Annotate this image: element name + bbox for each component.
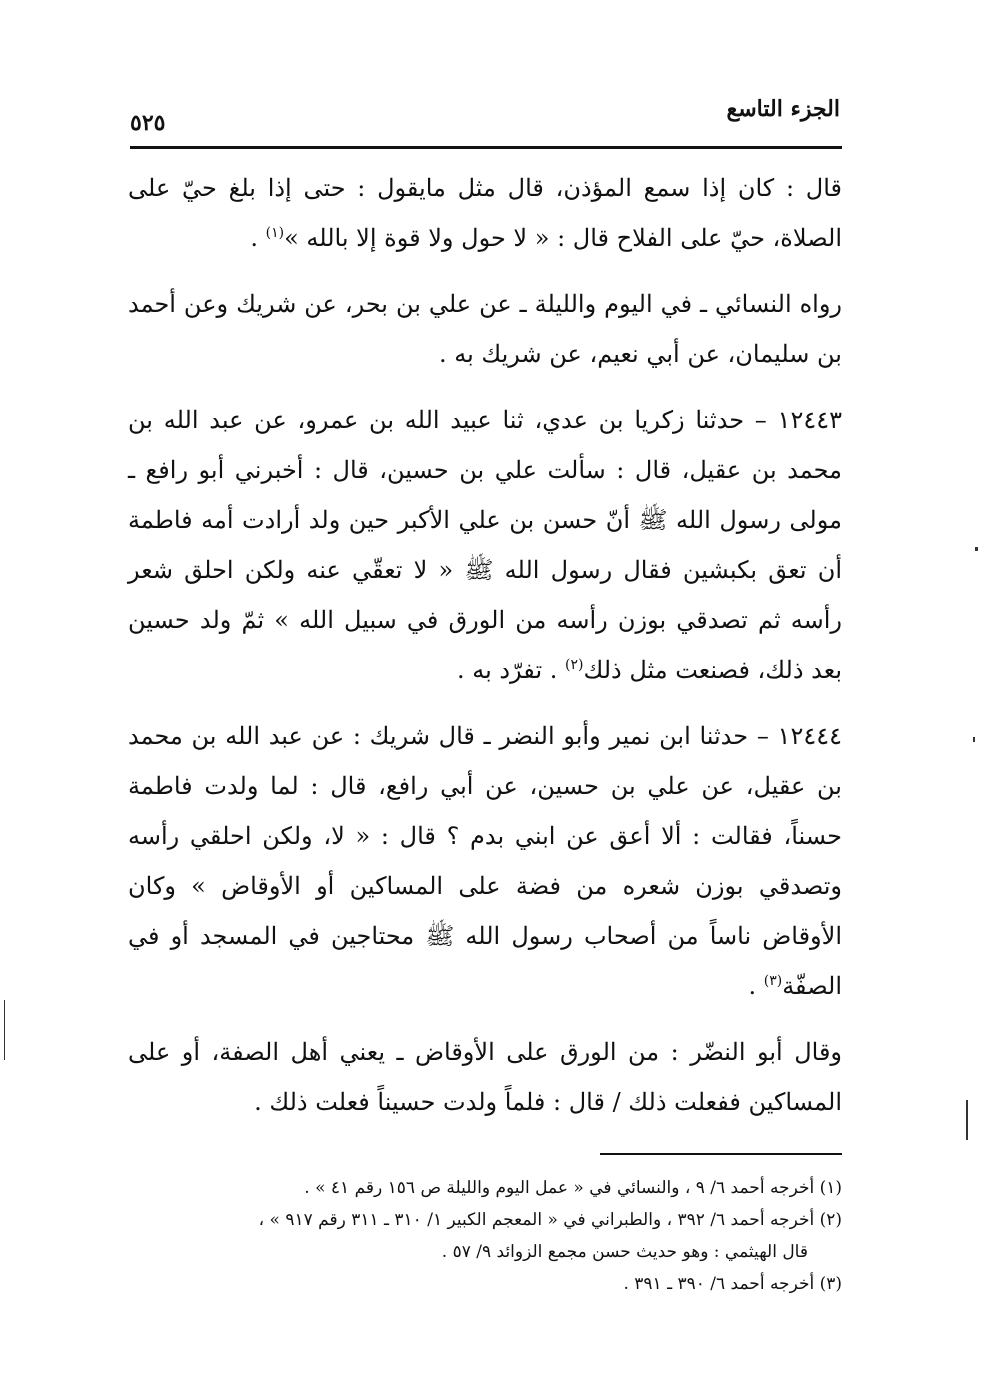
paragraph-2: رواه النسائي ـ في اليوم والليلة ـ عن علي بن بحر، عن شريك وعن أحمد بن سليمان، عن أبي نعيم، عن شريك به .: [128, 290, 842, 368]
paragraph-1: [128, 163, 842, 263]
footnote-2: (٢) أخرجه أحمد ٦/ ٣٩٢ ، والطبراني في « المعجم الكبير ١/ ٣١٠ ـ ٣١١ رقم ٩١٧ » ،: [258, 1210, 842, 1230]
scan-edge-mark: [4, 1000, 5, 1060]
hadith-number: ١٢٤٤٤: [777, 722, 842, 750]
paragraph-5: وقال أبو النضّر : من الورق على الأوقاض ـ يعني أهل الصفة، أو على المساكين ففعلت ذلك / قال : فلماً ولدت حسيناً فعلت ذلك .: [128, 1038, 842, 1116]
footnote-reference: (٣): [763, 973, 783, 989]
hadith-12444: [128, 711, 842, 1011]
paragraph-text: – حدثنا ابن نمير وأبو النضر ـ قال شريك : عن عبد الله بن محمد بن عقيل، عن علي بن حسين، عن أبي رافع، قال : لما ولدت فاطمة حسناً، فقالت : ألا أعق عن ابني بدم ؟ قال : « لا، ولكن احلقي رأسه وتصدقي بوزن شعره من فضة على المساكين أو الأوقاض » وكان الأوقاض ناساً من أصحاب رسول الله ﷺ محتاجين في المسجد أو في الصفّة: [128, 722, 842, 1000]
paragraph-text: – حدثنا زكريا بن عدي، ثنا عبيد الله بن عمرو، عن عبد الله بن محمد بن عقيل، قال : سألت علي بن حسين، قال : أخبرني أبو رافع ـ مولى رسول الله ﷺ أنّ حسن بن علي الأكبر حين ولد أرادت أمه فاطمة أن تعق بكبشين فقال رسول الله ﷺ « لا تعقّي عنه ولكن احلق شعر رأسه ثم تصدقي بوزن رأسه من الورق في سبيل الله » ثمّ ولد حسين بعد ذلك، فصنعت مثل ذلك: [128, 406, 842, 684]
footnote-3: (٣) أخرجه أحمد ٦/ ٣٩٠ ـ ٣٩١ .: [623, 1274, 842, 1294]
footnote-1: (١) أخرجه أحمد ٦/ ٩ ، والنسائي في « عمل اليوم والليلة ص ١٥٦ رقم ٤١ » .: [304, 1178, 842, 1198]
header-rule: [130, 146, 842, 149]
paragraph-end: .: [250, 224, 266, 252]
hadith-number: ١٢٤٤٣: [777, 406, 842, 434]
footnote-reference: (٢): [565, 657, 584, 673]
main-text: [128, 163, 842, 1143]
scan-speck: [975, 547, 978, 551]
scan-speck: [973, 737, 975, 742]
footnote-reference: (١): [265, 225, 285, 241]
scan-edge-mark: [966, 1100, 968, 1140]
hadith-12443: [128, 395, 842, 695]
footnote-rule: [600, 1153, 842, 1155]
running-title: الجزء التاسع: [726, 96, 840, 122]
paragraph-end: .: [748, 972, 764, 1000]
footnotes: [128, 1172, 842, 1300]
footnote-2-continuation: قال الهيثمي : وهو حديث حسن مجمع الزوائد ٩/ ٥٧ .: [441, 1242, 808, 1262]
paragraph-text: قال : كان إذا سمع المؤذن، قال مثل مايقول : حتى إذا بلغ حيّ على الصلاة، حيّ على الفلاح قال : « لا حول ولا قوة إلا بالله »: [128, 174, 842, 252]
page-header: [130, 88, 840, 140]
paragraph-end: . تفرّد به .: [456, 656, 566, 684]
page-number: ٥٢٥: [130, 110, 166, 136]
